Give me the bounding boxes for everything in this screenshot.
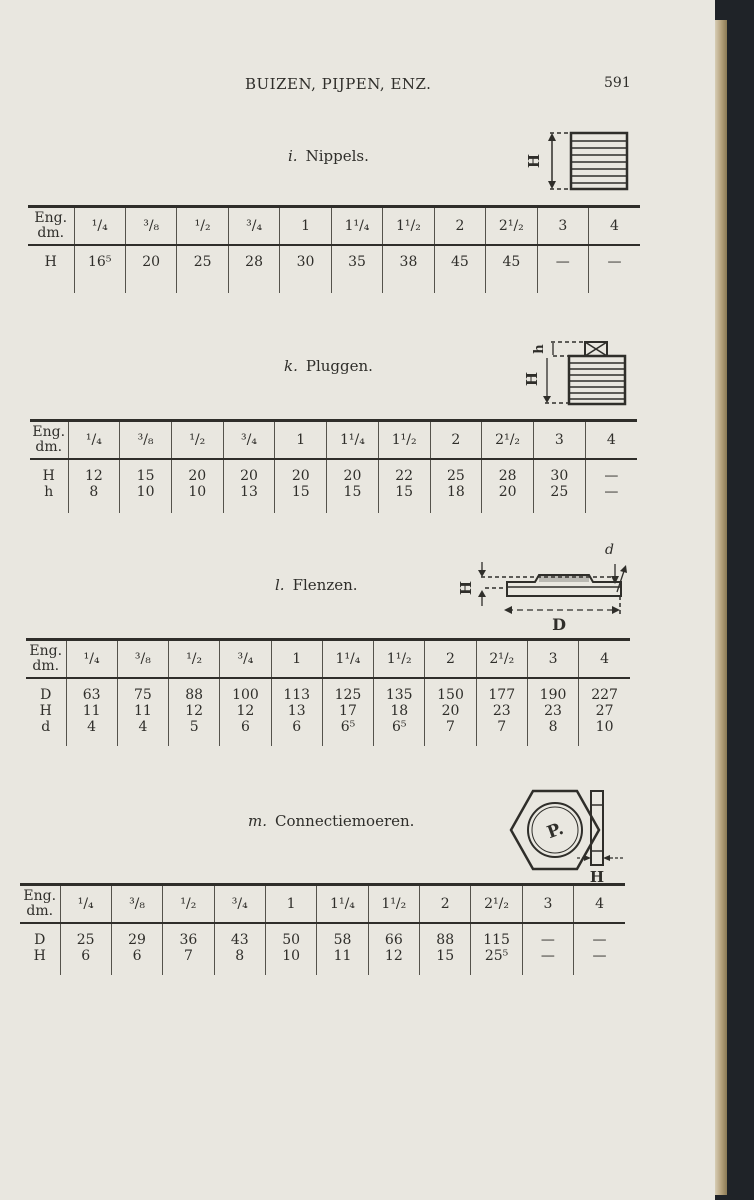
- column-header-size: ³/₈: [117, 640, 168, 679]
- row-label: H: [44, 254, 57, 270]
- table-cell: 150 20 7: [425, 678, 476, 746]
- table-cell: 20 15: [275, 459, 327, 513]
- plug-height-label: H: [523, 371, 541, 387]
- table-row: [20, 923, 625, 975]
- table-cell: 113 13 6: [271, 678, 322, 746]
- nippel-diagram: [525, 125, 635, 197]
- column-header-size: 1: [265, 885, 316, 924]
- nut-stamp-label: P.: [544, 818, 567, 844]
- table-cell: — —: [574, 923, 625, 975]
- table-cell: 88 15: [420, 923, 471, 975]
- table-cell: 45: [486, 245, 537, 293]
- flange-height-label: H: [457, 580, 475, 596]
- column-header-size: 3: [527, 640, 578, 679]
- table-header-row: [26, 640, 630, 679]
- column-header-size: ¹/₂: [169, 640, 220, 679]
- section-letter: l.: [275, 576, 285, 594]
- column-header-size: ³/₄: [228, 207, 279, 246]
- table-cell: 16⁵: [74, 245, 125, 293]
- column-header-size: 4: [585, 421, 637, 460]
- section-title-connectiemoeren: [248, 812, 414, 830]
- table-cell: 28: [228, 245, 279, 293]
- page-number: 591: [604, 75, 631, 91]
- flange-bore-label: d: [605, 542, 614, 558]
- column-header-size: 2: [420, 885, 471, 924]
- column-header-size: ¹/₄: [66, 640, 117, 679]
- table-header-row: [28, 207, 640, 246]
- column-header-size: 2¹/₂: [482, 421, 534, 460]
- row-label: D H d: [39, 687, 52, 736]
- table-cell: — —: [522, 923, 573, 975]
- table-cell: 30: [280, 245, 331, 293]
- column-header-size: 1¹/₄: [331, 207, 382, 246]
- column-header-size: 1: [275, 421, 327, 460]
- section-letter: i.: [288, 147, 298, 165]
- flange-diagram: [455, 540, 635, 632]
- table-row: [28, 245, 640, 293]
- table-cell: 125 17 6⁵: [322, 678, 373, 746]
- section-name: Flenzen.: [292, 576, 358, 594]
- column-header-size: 1¹/₄: [322, 640, 373, 679]
- column-header-size: ³/₄: [214, 885, 265, 924]
- table-cell: 15 10: [120, 459, 172, 513]
- column-header-size: 2¹/₂: [476, 640, 527, 679]
- table-row: [30, 459, 637, 513]
- table-cell: 20 15: [327, 459, 379, 513]
- table-cell: —: [537, 245, 588, 293]
- table-cell: 20: [125, 245, 176, 293]
- nippel-height-label: H: [525, 153, 543, 169]
- row-label: H h: [42, 468, 55, 501]
- table-cell: 45: [434, 245, 485, 293]
- page-edge: [715, 20, 727, 1195]
- column-header-size: 3: [522, 885, 573, 924]
- column-header-unit: Eng. dm.: [26, 640, 66, 679]
- section-name: Nippels.: [305, 147, 369, 165]
- table-cell: 25 18: [430, 459, 482, 513]
- column-header-size: ¹/₂: [177, 207, 228, 246]
- table-cell: —: [589, 245, 640, 293]
- table-cell: 190 23 8: [527, 678, 578, 746]
- table-cell: 25: [177, 245, 228, 293]
- section-name: Pluggen.: [305, 357, 373, 375]
- flange-diameter-label: D: [552, 615, 566, 632]
- column-header-size: 1¹/₄: [317, 885, 368, 924]
- table-cell: 28 20: [482, 459, 534, 513]
- row-label: D H: [33, 932, 46, 965]
- table-cell: 12 8: [68, 459, 120, 513]
- column-header-size: ¹/₄: [68, 421, 120, 460]
- column-header-size: 1¹/₂: [374, 640, 425, 679]
- running-head: [0, 75, 715, 97]
- column-header-size: 1¹/₂: [383, 207, 434, 246]
- table-cell: 88 12 5: [169, 678, 220, 746]
- column-header-size: 2: [425, 640, 476, 679]
- plug-diagram: [523, 333, 633, 413]
- table-cell: 63 11 4: [66, 678, 117, 746]
- column-header-size: ³/₈: [125, 207, 176, 246]
- table-row: [26, 678, 630, 746]
- column-header-size: 1¹/₂: [378, 421, 430, 460]
- table-cell: 66 12: [368, 923, 419, 975]
- plug-head-label: h: [532, 344, 547, 354]
- table-header-row: [30, 421, 637, 460]
- column-header-size: 2: [434, 207, 485, 246]
- table-cell: 20 10: [171, 459, 223, 513]
- table-cell: 75 11 4: [117, 678, 168, 746]
- nippels-table: [28, 205, 640, 293]
- section-letter: m.: [248, 812, 267, 830]
- column-header-size: ¹/₂: [163, 885, 214, 924]
- table-cell: 29 6: [111, 923, 162, 975]
- table-cell: 22 15: [378, 459, 430, 513]
- nut-diagram: [505, 785, 635, 885]
- pluggen-table: [30, 419, 637, 513]
- section-title-flenzen: [275, 576, 358, 594]
- table-cell: 20 13: [223, 459, 275, 513]
- column-header-size: ³/₈: [120, 421, 172, 460]
- table-cell: 50 10: [265, 923, 316, 975]
- column-header-size: 4: [579, 640, 630, 679]
- column-header-size: 2¹/₂: [471, 885, 522, 924]
- table-cell: 100 12 6: [220, 678, 271, 746]
- table-cell: 135 18 6⁵: [374, 678, 425, 746]
- column-header-size: 4: [574, 885, 625, 924]
- column-header-size: 3: [533, 421, 585, 460]
- column-header-size: 1¹/₂: [368, 885, 419, 924]
- table-cell: 43 8: [214, 923, 265, 975]
- column-header-size: ¹/₂: [171, 421, 223, 460]
- running-title: BUIZEN, PIJPEN, ENZ.: [245, 75, 432, 93]
- table-cell: 30 25: [533, 459, 585, 513]
- section-title-pluggen: [284, 357, 373, 375]
- section-title-nippels: [288, 147, 369, 165]
- column-header-unit: Eng. dm.: [30, 421, 68, 460]
- table-cell: 227 27 10: [579, 678, 630, 746]
- column-header-size: 1¹/₄: [327, 421, 379, 460]
- table-cell: 38: [383, 245, 434, 293]
- column-header-size: 3: [537, 207, 588, 246]
- column-header-size: ³/₄: [220, 640, 271, 679]
- column-header-unit: Eng. dm.: [28, 207, 74, 246]
- table-cell: 58 11: [317, 923, 368, 975]
- column-header-size: ¹/₄: [74, 207, 125, 246]
- column-header-size: 1: [271, 640, 322, 679]
- nut-height-label: H: [589, 868, 605, 885]
- section-letter: k.: [284, 357, 298, 375]
- table-cell: 25 6: [60, 923, 111, 975]
- table-cell: 177 23 7: [476, 678, 527, 746]
- table-header-row: [20, 885, 625, 924]
- flenzen-table: [26, 638, 630, 746]
- column-header-size: 4: [589, 207, 640, 246]
- column-header-size: ³/₄: [223, 421, 275, 460]
- column-header-size: ³/₈: [111, 885, 162, 924]
- section-name: Connectiemoeren.: [275, 812, 415, 830]
- column-header-size: 2¹/₂: [486, 207, 537, 246]
- column-header-size: ¹/₄: [60, 885, 111, 924]
- table-cell: 35: [331, 245, 382, 293]
- connectiemoeren-table: [20, 883, 625, 975]
- column-header-unit: Eng. dm.: [20, 885, 60, 924]
- table-cell: 115 25⁵: [471, 923, 522, 975]
- column-header-size: 1: [280, 207, 331, 246]
- table-cell: 36 7: [163, 923, 214, 975]
- table-cell: — —: [585, 459, 637, 513]
- column-header-size: 2: [430, 421, 482, 460]
